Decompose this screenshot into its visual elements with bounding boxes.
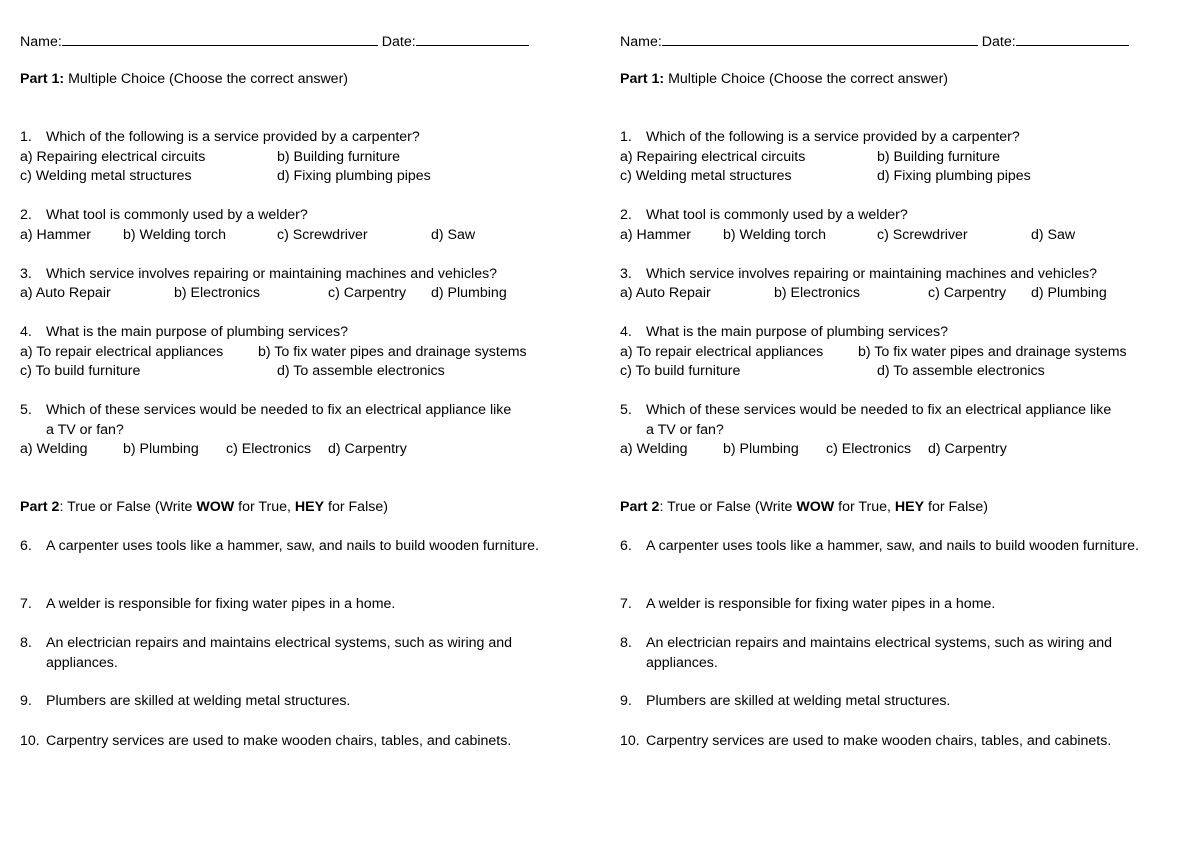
part1-heading — [620, 69, 948, 89]
option-a[interactable]: a) Welding — [620, 441, 688, 457]
statement-number: 9. — [620, 693, 632, 709]
question-text: What is the main purpose of plumbing services? — [646, 324, 949, 340]
statement-number: 7. — [20, 596, 32, 612]
option-d[interactable]: d) To assemble electronics — [877, 363, 1045, 379]
option-c[interactable]: c) Welding metal structures — [20, 168, 192, 184]
option-a[interactable]: a) Hammer — [20, 227, 91, 243]
statement-7 — [20, 594, 565, 614]
options-row — [620, 166, 1165, 186]
part2-title-b: for True, — [234, 499, 295, 515]
part1-title-rest: Multiple Choice (Choose the correct answer) — [664, 71, 949, 87]
question-1 — [20, 127, 420, 147]
true-word: WOW — [796, 499, 835, 515]
false-word: HEY — [894, 499, 925, 515]
options-row — [620, 439, 1165, 459]
option-b[interactable]: b) Plumbing — [123, 441, 199, 457]
option-d[interactable]: d) Fixing plumbing pipes — [277, 168, 431, 184]
statement-text: An electrician repairs and maintains electrical systems, such as wiring and appliances. — [646, 635, 1113, 671]
option-b[interactable]: b) Plumbing — [723, 441, 799, 457]
option-b[interactable]: b) To fix water pipes and drainage systems — [858, 344, 1127, 360]
part2-title-c: for False) — [924, 499, 988, 515]
name-date-line — [620, 31, 1129, 52]
options-row — [20, 342, 565, 362]
option-a[interactable]: a) Auto Repair — [620, 285, 711, 301]
question-5 — [620, 400, 1165, 440]
name-blank[interactable] — [662, 31, 978, 46]
part1-heading — [20, 69, 348, 89]
question-number: 5. — [620, 402, 632, 418]
option-d[interactable]: d) Saw — [1031, 227, 1076, 243]
false-word: HEY — [294, 499, 325, 515]
option-c[interactable]: c) Electronics — [826, 441, 912, 457]
statement-number: 10. — [620, 733, 640, 749]
option-b[interactable]: b) Welding torch — [123, 227, 227, 243]
statement-text: An electrician repairs and maintains electrical systems, such as wiring and appliances. — [46, 635, 513, 671]
question-4 — [20, 322, 348, 342]
part2-title-c: for False) — [324, 499, 388, 515]
statement-6 — [620, 536, 1165, 556]
option-c[interactable]: c) Carpentry — [928, 285, 1007, 301]
option-a[interactable]: a) Hammer — [620, 227, 691, 243]
question-text: Which service involves repairing or maintaining machines and vehicles? — [46, 266, 498, 282]
option-a[interactable]: a) Repairing electrical circuits — [620, 149, 806, 165]
options-row — [20, 147, 565, 167]
statement-number: 8. — [20, 635, 32, 651]
statement-number: 9. — [20, 693, 32, 709]
option-d[interactable]: d) Carpentry — [328, 441, 407, 457]
options-row — [620, 342, 1165, 362]
true-word: WOW — [196, 499, 235, 515]
statement-text: A carpenter uses tools like a hammer, saw, and nails to build wooden furniture. — [46, 538, 539, 554]
part1-title-bold: Part 1: — [620, 71, 665, 87]
question-text: Which of the following is a service provided by a carpenter? — [46, 129, 420, 145]
statement-text: A welder is responsible for fixing water pipes in a home. — [46, 596, 396, 612]
option-b[interactable]: b) Electronics — [774, 285, 860, 301]
question-text-continued: a TV or fan? — [46, 422, 124, 438]
part2-heading — [20, 497, 388, 517]
name-date-line — [20, 31, 529, 52]
question-3 — [620, 264, 1097, 284]
part2-title-a: : True or False (Write — [659, 499, 797, 515]
question-text-continued: a TV or fan? — [646, 422, 724, 438]
statement-10 — [620, 731, 1165, 751]
options-row — [20, 225, 565, 245]
statement-text: A welder is responsible for fixing water pipes in a home. — [646, 596, 996, 612]
question-number: 3. — [20, 266, 32, 282]
statement-6 — [20, 536, 565, 556]
option-c[interactable]: c) Electronics — [226, 441, 312, 457]
question-1 — [620, 127, 1020, 147]
statement-8 — [20, 633, 565, 673]
question-text: What is the main purpose of plumbing services? — [46, 324, 349, 340]
statement-number: 6. — [20, 538, 32, 554]
name-label: Name: — [20, 34, 62, 50]
statement-number: 8. — [620, 635, 632, 651]
statement-9 — [620, 691, 1165, 711]
options-row — [620, 147, 1165, 167]
statement-text: Plumbers are skilled at welding metal structures. — [46, 693, 351, 709]
part1-title-bold: Part 1: — [20, 71, 65, 87]
question-number: 1. — [620, 129, 632, 145]
statement-text: Carpentry services are used to make wooden chairs, tables, and cabinets. — [46, 733, 512, 749]
option-a[interactable]: a) Welding — [20, 441, 88, 457]
statement-text: Plumbers are skilled at welding metal structures. — [646, 693, 951, 709]
options-row — [20, 166, 565, 186]
options-row — [620, 283, 1165, 303]
question-text: Which of these services would be needed to fix an electrical appliance like — [46, 402, 512, 418]
question-number: 4. — [20, 324, 32, 340]
date-blank[interactable] — [1016, 31, 1129, 46]
part2-heading — [620, 497, 988, 517]
question-number: 3. — [620, 266, 632, 282]
statement-9 — [20, 691, 565, 711]
options-row — [20, 439, 565, 459]
options-row — [20, 283, 565, 303]
part2-title-a: : True or False (Write — [59, 499, 197, 515]
question-number: 2. — [620, 207, 632, 223]
question-text: What tool is commonly used by a welder? — [646, 207, 908, 223]
option-b[interactable]: b) Electronics — [174, 285, 260, 301]
option-a[interactable]: a) To repair electrical appliances — [620, 344, 824, 360]
option-b[interactable]: b) To fix water pipes and drainage systems — [258, 344, 527, 360]
question-4 — [620, 322, 948, 342]
question-text: Which of the following is a service provided by a carpenter? — [646, 129, 1020, 145]
statement-8 — [620, 633, 1165, 673]
option-c[interactable]: c) To build furniture — [620, 363, 741, 379]
option-a[interactable]: a) Auto Repair — [20, 285, 111, 301]
name-blank[interactable] — [62, 31, 378, 46]
option-c[interactable]: c) Carpentry — [328, 285, 407, 301]
part2-title-bold: Part 2 — [20, 499, 60, 515]
option-c[interactable]: c) Screwdriver — [277, 227, 368, 243]
name-label: Name: — [620, 34, 662, 50]
question-number: 5. — [20, 402, 32, 418]
statement-number: 6. — [620, 538, 632, 554]
question-number: 4. — [620, 324, 632, 340]
option-b[interactable]: b) Welding torch — [723, 227, 827, 243]
options-row — [620, 361, 1165, 381]
part2-title-b: for True, — [834, 499, 895, 515]
question-number: 2. — [20, 207, 32, 223]
question-2 — [620, 205, 908, 225]
option-c[interactable]: c) Welding metal structures — [620, 168, 792, 184]
part1-title-rest: Multiple Choice (Choose the correct answer) — [64, 71, 349, 87]
option-a[interactable]: a) To repair electrical appliances — [20, 344, 224, 360]
options-row — [620, 225, 1165, 245]
option-b[interactable]: b) Building furniture — [877, 149, 1001, 165]
question-number: 1. — [20, 129, 32, 145]
option-d[interactable]: d) Carpentry — [928, 441, 1007, 457]
option-b[interactable]: b) Building furniture — [277, 149, 401, 165]
option-c[interactable]: c) To build furniture — [20, 363, 141, 379]
date-label: Date: — [381, 34, 416, 50]
statement-7 — [620, 594, 1165, 614]
statement-text: A carpenter uses tools like a hammer, saw, and nails to build wooden furniture. — [646, 538, 1139, 554]
question-3 — [20, 264, 497, 284]
option-d[interactable]: d) Plumbing — [1031, 285, 1107, 301]
option-d[interactable]: d) Fixing plumbing pipes — [877, 168, 1031, 184]
question-5 — [20, 400, 565, 440]
statement-number: 10. — [20, 733, 40, 749]
option-d[interactable]: d) Plumbing — [431, 285, 507, 301]
statement-text: Carpentry services are used to make wooden chairs, tables, and cabinets. — [646, 733, 1112, 749]
options-row — [20, 361, 565, 381]
option-c[interactable]: c) Screwdriver — [877, 227, 968, 243]
option-d[interactable]: d) Saw — [431, 227, 476, 243]
option-a[interactable]: a) Repairing electrical circuits — [20, 149, 206, 165]
statement-number: 7. — [620, 596, 632, 612]
question-2 — [20, 205, 308, 225]
statement-10 — [20, 731, 565, 751]
question-text: What tool is commonly used by a welder? — [46, 207, 308, 223]
part2-title-bold: Part 2 — [620, 499, 660, 515]
question-text: Which of these services would be needed to fix an electrical appliance like — [646, 402, 1112, 418]
date-label: Date: — [981, 34, 1016, 50]
option-d[interactable]: d) To assemble electronics — [277, 363, 445, 379]
date-blank[interactable] — [416, 31, 529, 46]
question-text: Which service involves repairing or maintaining machines and vehicles? — [646, 266, 1098, 282]
